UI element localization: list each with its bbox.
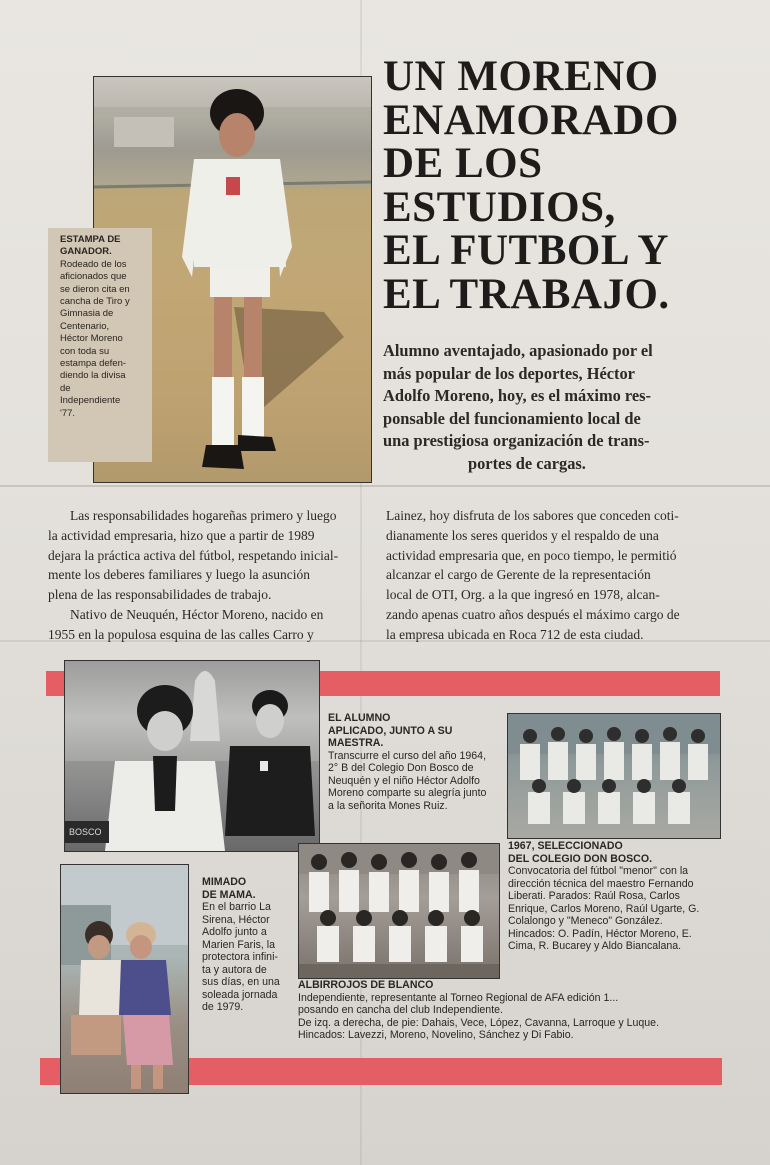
headline-line: DE LOS <box>383 140 543 187</box>
caption-line: De izq. a derecha, de pie: Dahais, Vece, López, Cavanna, Larroque y Luque. <box>298 1016 660 1029</box>
caption-line: estampa defen- <box>60 358 127 370</box>
caption-line: 2° B del Colegio Don Bosco de <box>328 762 474 774</box>
caption-title-line: ESTAMPA DE <box>60 234 121 245</box>
headline-line: ENAMORADO <box>383 96 679 144</box>
body-line: dianamente los seres queridos y el respaldo de una <box>386 527 659 543</box>
caption-line: Centenario, <box>60 320 110 332</box>
caption-line: Liberati. Parados: Raúl Rosa, Carlos <box>508 890 680 902</box>
headline-line: EL TRABAJO. <box>383 270 670 318</box>
body-line: Las responsabilidades hogareñas primero y luego <box>70 508 337 523</box>
caption-title-line: EL ALUMNO <box>328 712 391 724</box>
lead-line: Adolfo Moreno, hoy, es el máximo res- <box>383 386 651 406</box>
body-column-right <box>386 506 716 645</box>
headline-line: ESTUDIOS, <box>383 183 616 231</box>
caption-line: Moreno comparte su alegría junto <box>328 787 487 799</box>
body-line: Lainez, hoy disfruta de los sabores que conceden coti- <box>386 508 679 523</box>
lead-line: una prestigiosa organización de trans- <box>383 431 650 451</box>
body-line: mente los deberes familiares y luego la asunción <box>48 567 311 583</box>
caption-mimado <box>202 876 297 1014</box>
school-team-illustration <box>508 714 720 838</box>
caption-line: de <box>60 382 71 394</box>
caption-line: Adolfo junto a <box>202 926 267 938</box>
body-line: actividad empresaria que, en poco tiempo, le permitió <box>386 547 677 563</box>
caption-line: dirección técnica del maestro Fernando <box>508 877 694 890</box>
body-line: Nativo de Neuquén, Héctor Moreno, nacido en <box>70 606 324 622</box>
headline-line: EL FUTBOL Y <box>383 227 669 274</box>
photo-school-team-1967 <box>507 713 721 839</box>
photo-mother-son <box>60 864 189 1094</box>
photo-caption-main <box>48 228 152 462</box>
caption-title-line: DEL COLEGIO DON BOSCO. <box>508 852 653 865</box>
caption-line: se dieron cita en <box>60 283 130 295</box>
caption-albirrojos <box>298 979 718 1042</box>
body-column-left <box>48 506 373 645</box>
body-line: 1955 en la populosa esquina de las calles Carro y <box>48 626 314 642</box>
paper-crease <box>0 485 770 487</box>
caption-seleccionado <box>508 840 733 953</box>
caption-line: En el barrio La <box>202 901 271 913</box>
caption-line: Independiente <box>60 395 121 407</box>
photo-albirrojos-team <box>298 843 500 979</box>
lead-line: portes de cargas. <box>468 453 586 473</box>
caption-line: Hincados: O. Padín, Héctor Moreno, E. <box>508 927 692 940</box>
caption-line: cancha de Tiro y <box>60 296 130 308</box>
body-line: zando apenas cuatro años después el máximo cargo de <box>386 606 680 622</box>
caption-title-line: APLICADO, JUNTO A SU <box>328 724 453 737</box>
lead-paragraph <box>383 340 713 476</box>
photo-sign-text: BOSCO <box>69 827 102 837</box>
body-line: local de OTI, Org. a la que ingresó en 1978, alcan- <box>386 587 660 603</box>
caption-line: a la señorita Mones Ruiz. <box>328 799 448 812</box>
caption-line: posando en cancha del club Independiente. <box>298 1004 503 1016</box>
caption-line: aficionados que <box>60 271 127 283</box>
caption-title-line: DE MAMA. <box>202 888 256 901</box>
caption-title-line: GANADOR. <box>60 246 112 258</box>
caption-line: ta y autora de <box>202 963 267 976</box>
body-line: alcanzar el cargo de Gerente de la representación <box>386 567 651 583</box>
lead-line: más popular de los deportes, Héctor <box>383 363 635 383</box>
caption-line: Colalongo y "Meneco" González. <box>508 915 663 927</box>
caption-line: soleada jornada <box>202 988 278 1001</box>
caption-line: Héctor Moreno <box>60 333 123 345</box>
caption-line: Enrique, Carlos Moreno, Raúl Ugarte, G. <box>508 902 700 915</box>
body-line: plena de las responsabilidades de trabajo. <box>48 587 272 603</box>
caption-line: Gimnasia de <box>60 308 114 320</box>
caption-line: Neuquén y el niño Héctor Adolfo <box>328 774 480 787</box>
caption-line: Sirena, Héctor <box>202 913 270 926</box>
caption-title-line: 1967, SELECCIONADO <box>508 840 623 852</box>
caption-line: diendo la divisa <box>60 370 126 382</box>
headline <box>383 55 733 316</box>
lead-line: ponsable del funcionamiento local de <box>383 408 641 428</box>
caption-line: Convocatoria del fútbol "menor" con la <box>508 865 689 877</box>
photo-student-teacher <box>64 660 320 852</box>
caption-line: sus días, en una <box>202 976 280 988</box>
lead-line: Alumno aventajado, apasionado por el <box>383 341 653 360</box>
caption-line: Hincados: Lavezzi, Moreno, Novelino, Sánchez y Di Fabio. <box>298 1029 574 1041</box>
headline-line: UN MORENO <box>383 53 659 100</box>
caption-title-line: ALBIRROJOS DE BLANCO <box>298 979 434 991</box>
caption-line: protectora infini- <box>202 951 278 963</box>
body-line: la actividad empresaria, hizo que a partir de 1989 <box>48 527 315 543</box>
caption-line: Rodeado de los <box>60 258 127 270</box>
caption-title-line: MAESTRA. <box>328 737 384 749</box>
caption-line: con toda su <box>60 345 110 357</box>
caption-line: de 1979. <box>202 1001 244 1013</box>
body-line: dejara la práctica activa del fútbol, respetando inicial- <box>48 547 339 563</box>
caption-line: Cima, R. Bucarey y Aldo Biancalana. <box>508 940 682 952</box>
caption-title-line: MIMADO <box>202 876 247 888</box>
caption-line: Marien Faris, la <box>202 938 275 951</box>
caption-line: Independiente, representante al Torneo Regional de AFA edición 1... <box>298 991 619 1004</box>
body-line: la empresa ubicada en Roca 712 de esta ciudad. <box>386 626 644 642</box>
student-teacher-illustration <box>65 661 319 851</box>
albirrojos-team-illustration <box>299 844 499 978</box>
mother-son-illustration <box>61 865 188 1093</box>
caption-line: Transcurre el curso del año 1964, <box>328 749 487 762</box>
caption-alumno <box>328 712 508 812</box>
caption-line: '77. <box>60 407 76 419</box>
